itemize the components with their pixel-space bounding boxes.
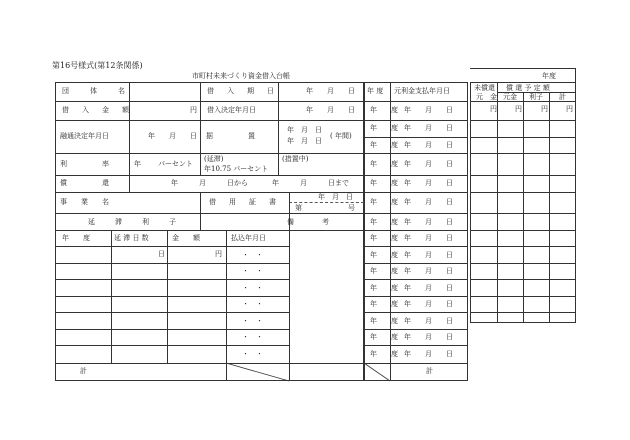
label-borrow-decision-date: 借入決定年月日 [207, 106, 256, 114]
unit-yen-interest: 円 [541, 105, 548, 113]
pay-row-date: 年 月 日 [404, 106, 453, 114]
fiscal-year-label: 年度 [542, 72, 556, 80]
certificate-no-prefix: 第 [295, 204, 302, 212]
pay-row-fy: 年 度 [370, 300, 398, 308]
label-remarks: 備 考 [287, 218, 329, 226]
deferral-period: ( 年間) [330, 132, 352, 140]
pay-row-fy: 年 度 [370, 284, 398, 292]
label-loan-certificate: 借 用 証 書 [209, 198, 279, 206]
late-paydate-dots: ・ ・ [242, 251, 263, 259]
unit-yen-unpaid: 円 [490, 105, 497, 113]
pay-row-date: 年 月 日 [404, 317, 453, 325]
late-total-label: 計 [80, 367, 87, 375]
pay-row-date: 年 月 日 [404, 160, 453, 168]
pay-row-date: 年 月 日 [404, 350, 453, 358]
pay-row-fy: 年 度 [370, 160, 398, 168]
late-unit-yen: 円 [215, 250, 222, 258]
late-paydate-dots: ・ ・ [242, 333, 263, 341]
form-title: 市町村未来づくり資金借入台帳 [192, 72, 290, 80]
late-col-days: 延 滞 日 数 [114, 234, 149, 242]
pay-row-date: 年 月 日 [404, 218, 453, 226]
repayment-from: 年 月 日から [171, 179, 248, 187]
label-interest-rate: 利 率 [60, 160, 109, 168]
pay-row-fy: 年 度 [370, 234, 398, 242]
late-paydate-dots: ・ ・ [242, 317, 263, 325]
pay-row-date: 年 月 日 [404, 234, 453, 242]
late-col-amount: 金 額 [172, 234, 200, 242]
pay-row-fy: 年 度 [370, 251, 398, 259]
pay-row-date: 年 月 日 [404, 198, 453, 206]
repayment-until: 年 月 日まで [272, 179, 349, 187]
pay-col-date: 元利金支払年月日 [394, 87, 450, 95]
pay-row-fy: 年 度 [370, 317, 398, 325]
pay-row-date: 年 月 日 [404, 300, 453, 308]
pay-row-fy: 年 度 [370, 350, 398, 358]
late-paydate-dots: ・ ・ [242, 267, 263, 275]
unit-yen-sum: 円 [566, 105, 573, 113]
label-entity-name: 団 体 名 [62, 87, 132, 95]
late-paydate-dots: ・ ・ [242, 300, 263, 308]
borrow-date-value: 年 月 日 [306, 87, 355, 95]
delinquency-rate: 年10.75 パーセント [204, 165, 269, 173]
pay-col-fy: 年 度 [367, 87, 384, 95]
pay-row-fy: 年 度 [370, 124, 398, 132]
certificate-date: 年 月 日 [318, 193, 353, 201]
late-unit-day: 日 [158, 250, 165, 258]
col-schedule: 償 還 予 定 額 [506, 84, 550, 92]
interest-rate-percent: パーセント [158, 160, 193, 168]
form-number: 第16号様式(第12条関係) [52, 61, 143, 70]
pay-row-date: 年 月 日 [404, 267, 453, 275]
pay-row-fy: 年 度 [370, 267, 398, 275]
pay-row-date: 年 月 日 [404, 179, 453, 187]
col-unpaid: 未償還 [474, 84, 495, 92]
label-loan-amount: 借 入 金 額 [62, 106, 132, 114]
label-project-name: 事 業 名 [60, 198, 109, 206]
label-approval-date: 融通決定年月日 [60, 132, 109, 140]
pay-row-date: 年 月 日 [404, 251, 453, 259]
pay-row-date: 年 月 日 [404, 124, 453, 132]
pay-row-fy: 年 度 [370, 141, 398, 149]
col-schedule-principal: 元金 [503, 93, 517, 101]
pay-row-date: 年 月 日 [404, 284, 453, 292]
deferral-start-date: 年 月 日 [287, 126, 322, 134]
label-repayment: 償 還 [60, 179, 109, 187]
approval-date-value: 年 月 日 [148, 132, 197, 140]
late-paydate-dots: ・ ・ [242, 350, 263, 358]
label-delinquency: (延滞) [204, 155, 224, 163]
deferral-end-date: 年 月 日 [287, 137, 322, 145]
label-measures: (措置中) [282, 155, 309, 163]
unit-yen-principal: 円 [515, 105, 522, 113]
pay-row-fy: 年 度 [370, 106, 398, 114]
interest-rate-year: 年 [134, 160, 141, 168]
col-unpaid-principal: 元 金 [476, 93, 497, 101]
borrow-decision-date-value: 年 月 日 [306, 106, 355, 114]
pay-row-fy: 年 度 [370, 218, 398, 226]
col-schedule-interest: 利子 [529, 93, 543, 101]
pay-row-fy: 年 度 [370, 179, 398, 187]
late-paydate-dots: ・ ・ [242, 284, 263, 292]
pay-row-fy: 年 度 [370, 333, 398, 341]
label-borrow-date: 借 入 期 日 [207, 87, 277, 95]
pay-total-label: 計 [426, 367, 433, 375]
pay-row-date: 年 月 日 [404, 141, 453, 149]
late-col-fy: 年 度 [62, 234, 90, 242]
col-schedule-sum: 計 [559, 93, 566, 101]
loan-amount-unit: 円 [190, 106, 197, 114]
certificate-no-suffix: 号 [348, 204, 355, 212]
late-interest-title: 延 滞 利 子 [88, 218, 178, 226]
late-col-paydate: 払込年月日 [231, 234, 266, 242]
label-deferral: 据 置 [206, 132, 255, 140]
pay-row-fy: 年 度 [370, 198, 398, 206]
pay-row-date: 年 月 日 [404, 333, 453, 341]
